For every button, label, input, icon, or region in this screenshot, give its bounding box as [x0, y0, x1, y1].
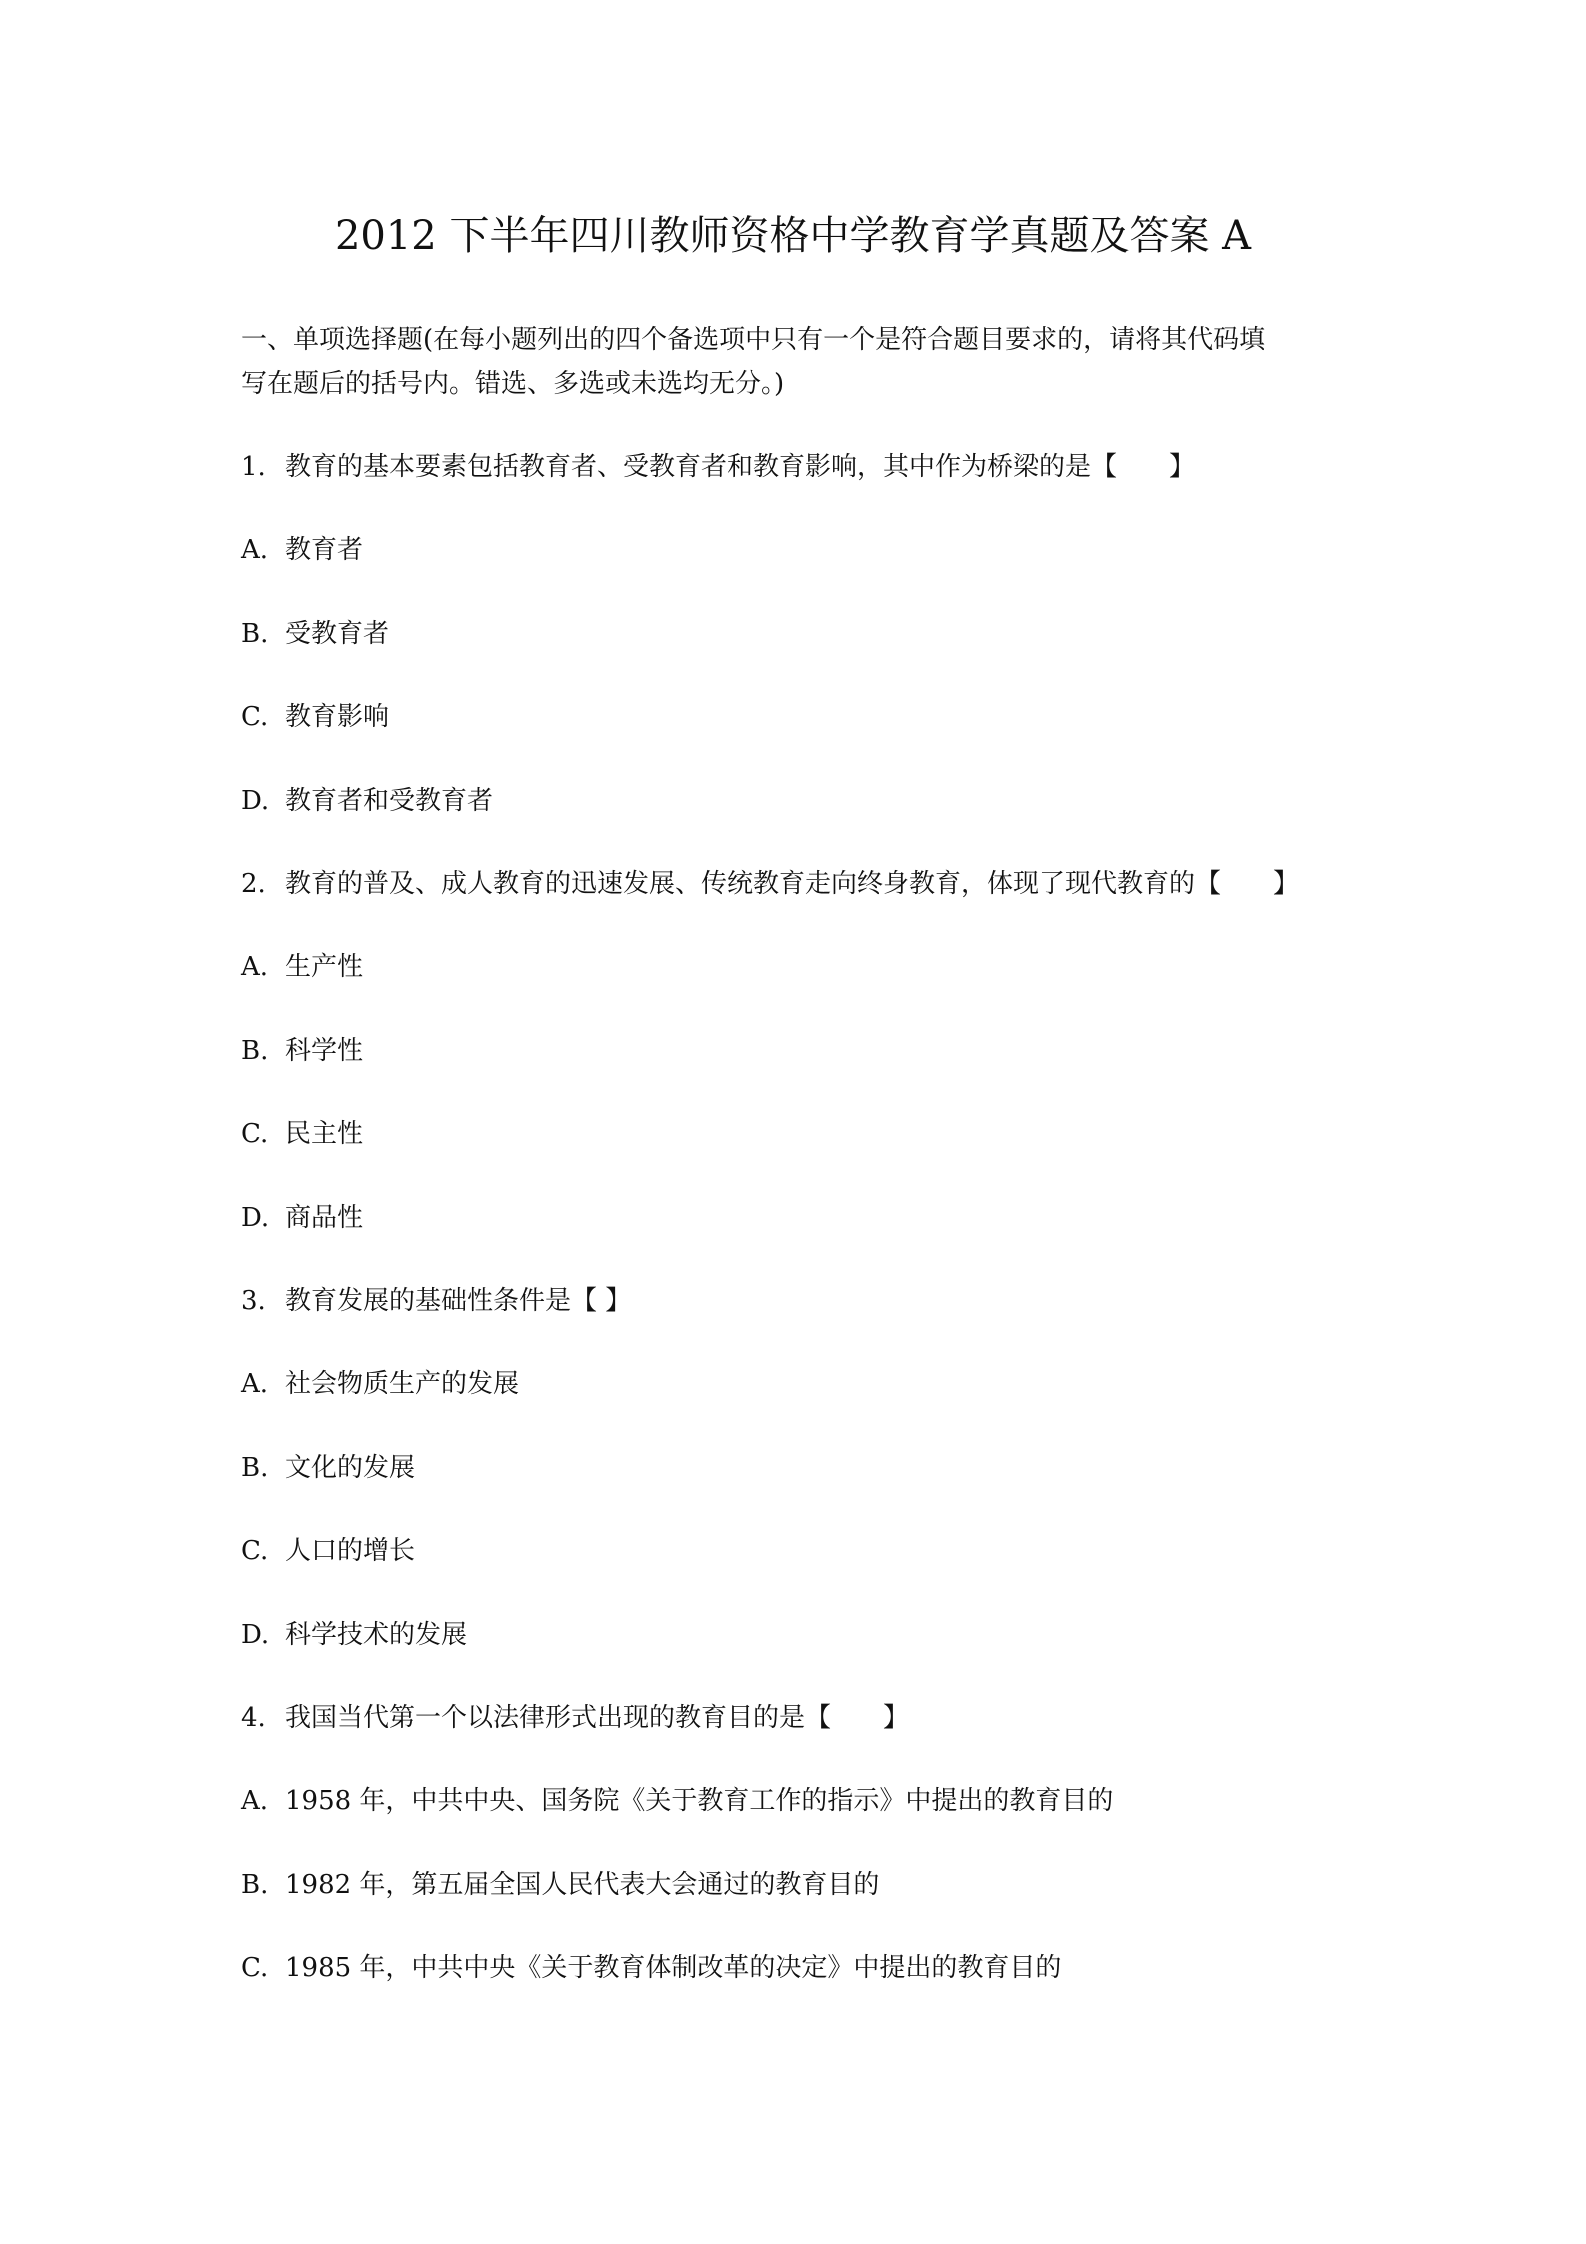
option-text: 教育者和受教育者: [285, 786, 494, 816]
question-text: 教育的基本要素包括教育者、受教育者和教育影响，其中作为桥梁的是【 】: [285, 452, 1196, 482]
question-4-option-a: [241, 1781, 1113, 1821]
option-label: B.: [241, 1870, 269, 1900]
question-2-option-c: [241, 1114, 363, 1154]
option-text: 1985 年，中共中央《关于教育体制改革的决定》中提出的教育目的: [285, 1953, 1062, 1983]
question-3-option-b: [241, 1448, 415, 1488]
option-label: A.: [241, 1369, 269, 1399]
option-text: 1982 年，第五届全国人民代表大会通过的教育目的: [285, 1870, 880, 1900]
option-text: 人口的增长: [285, 1536, 416, 1566]
question-4: [241, 1698, 909, 1738]
option-text: 生产性: [285, 952, 364, 982]
question-text: 教育的普及、成人教育的迅速发展、传统教育走向终身教育，体现了现代教育的【 】: [285, 869, 1300, 899]
question-4-option-c: [241, 1948, 1061, 1988]
option-label: C.: [241, 1119, 269, 1149]
option-label: A.: [241, 535, 269, 565]
option-label: A.: [241, 1786, 269, 1816]
question-number: 3.: [241, 1286, 266, 1316]
option-text: 商品性: [285, 1203, 364, 1233]
option-text: 教育影响: [285, 702, 390, 732]
option-label: B.: [241, 1453, 269, 1483]
option-label: B.: [241, 619, 269, 649]
question-3-option-a: [241, 1364, 519, 1404]
option-label: C.: [241, 1953, 269, 1983]
question-1: [241, 447, 1195, 487]
question-number: 2.: [241, 869, 266, 899]
option-text: 民主性: [285, 1119, 364, 1149]
option-label: C.: [241, 702, 269, 732]
option-label: B.: [241, 1036, 269, 1066]
question-3-option-c: [241, 1531, 415, 1571]
question-2-option-d: [241, 1198, 363, 1238]
question-1-option-d: [241, 781, 493, 821]
option-text: 教育者: [285, 535, 364, 565]
option-text: 社会物质生产的发展: [285, 1369, 520, 1399]
option-text: 科学技术的发展: [285, 1620, 468, 1650]
section-instructions: [241, 318, 1361, 406]
question-2-option-a: [241, 947, 363, 987]
question-number: 1.: [241, 452, 266, 482]
option-text: 文化的发展: [285, 1453, 416, 1483]
instructions-line-1: 一、单项选择题(在每小题列出的四个备选项中只有一个是符合题目要求的，请将其代码填: [241, 325, 1266, 355]
option-text: 科学性: [285, 1036, 364, 1066]
question-number: 4.: [241, 1703, 266, 1733]
question-text: 我国当代第一个以法律形式出现的教育目的是【 】: [285, 1703, 910, 1733]
question-2: [241, 864, 1299, 904]
question-3-option-d: [241, 1615, 467, 1655]
question-1-option-b: [241, 614, 389, 654]
question-1-option-c: [241, 697, 389, 737]
question-4-option-b: [241, 1865, 879, 1905]
option-label: C.: [241, 1536, 269, 1566]
option-text: 1958 年，中共中央、国务院《关于教育工作的指示》中提出的教育目的: [285, 1786, 1114, 1816]
option-text: 受教育者: [285, 619, 390, 649]
question-1-option-a: [241, 530, 363, 570]
question-text: 教育发展的基础性条件是【 】: [285, 1286, 632, 1316]
option-label: D.: [241, 1620, 270, 1650]
option-label: D.: [241, 1203, 270, 1233]
question-2-option-b: [241, 1031, 363, 1071]
question-3: [241, 1281, 631, 1321]
page-title: 2012 下半年四川教师资格中学教育学真题及答案 A: [334, 213, 1252, 259]
option-label: A.: [241, 952, 269, 982]
instructions-line-2: 写在题后的括号内。错选、多选或未选均无分。): [241, 369, 785, 399]
option-label: D.: [241, 786, 270, 816]
